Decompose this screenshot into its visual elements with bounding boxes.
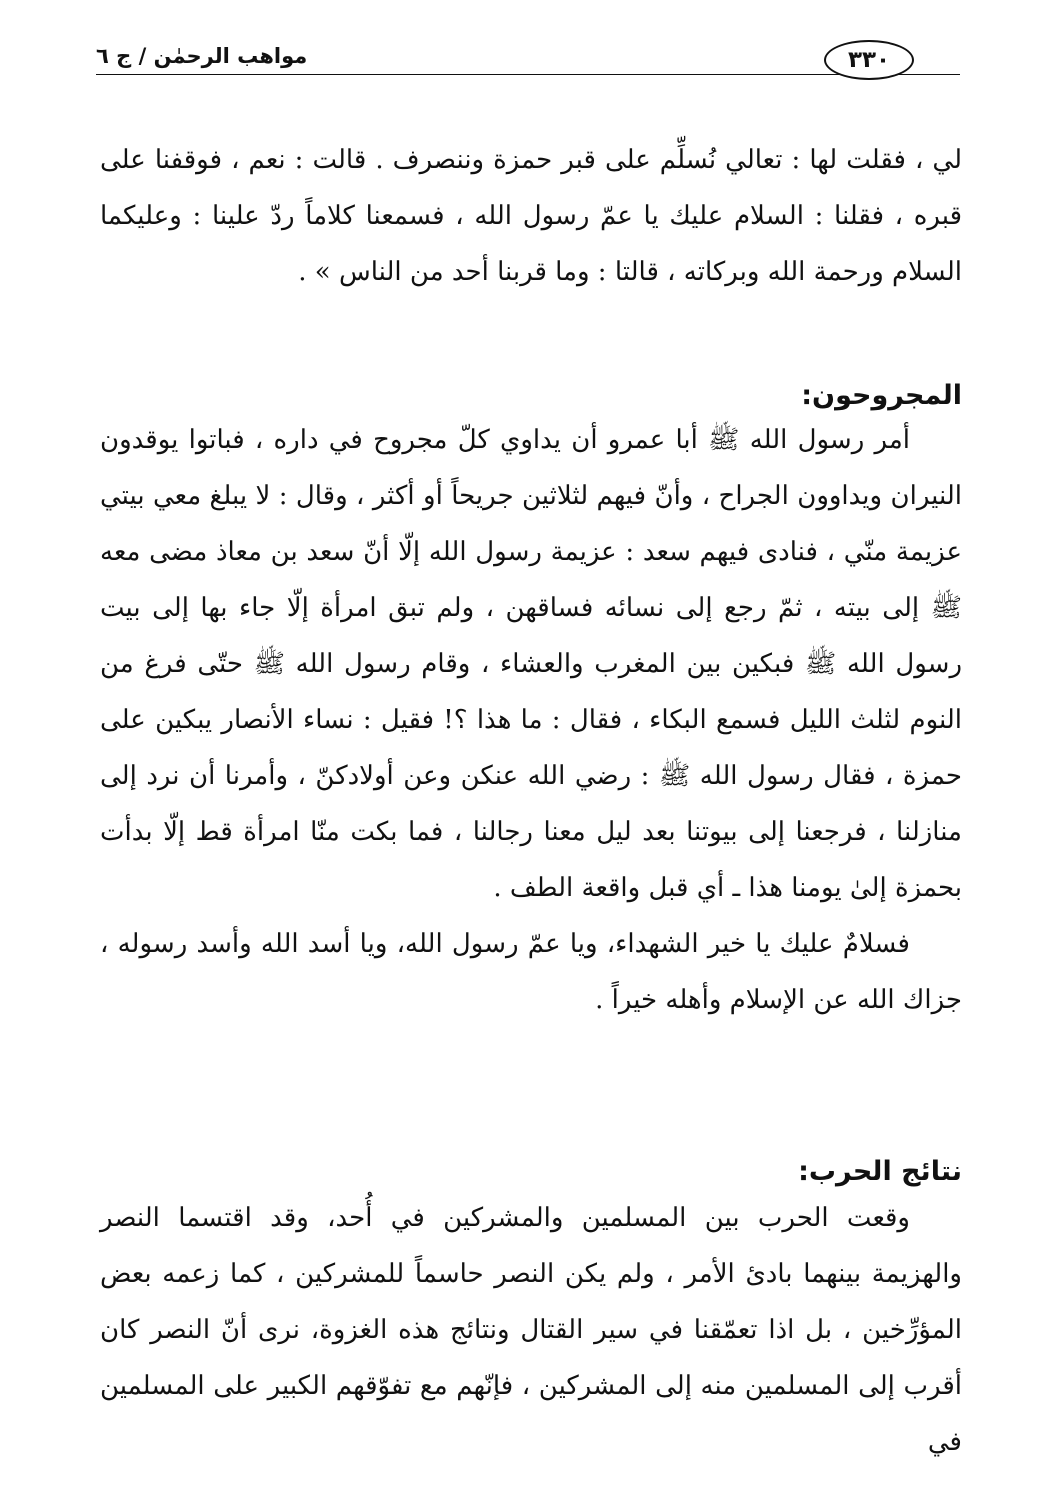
paragraph-text: وقعت الحرب بين المسلمين والمشركين في أُحد، وقد اقتسما النصر والهزيمة بينهما بادئ الأمر ، ولم يكن النصر حاسماً للمشركين ، كما زعمه بعض المؤرِّخين ، بل اذا تعمّقنا في سير القتال ونتائج هذه الغزوة، نرى أنّ النصر كان أقرب إلى المسلمين منه إلى المشركين ، فإنّهم مع تفوّقهم الكبير على المسلمين في	[100, 1203, 962, 1457]
page-number: ٣٣٠	[824, 40, 914, 80]
running-title: مواهب الرحمٰن / ج ٦	[96, 44, 308, 68]
paragraph-text: فسلامٌ عليك يا خير الشهداء، ويا عمّ رسول الله، ويا أسد الله وأسد رسوله ، جزاك الله عن الإسلام وأهله خيراً .	[100, 929, 962, 1015]
continued-paragraph	[100, 132, 962, 300]
section-war-results-body	[100, 1190, 962, 1470]
section-heading-wounded: المجروحون:	[801, 380, 962, 411]
section-heading-war-results: نتائج الحرب:	[798, 1156, 962, 1187]
section-wounded-body	[100, 412, 962, 1028]
paragraph-text: لي ، فقلت لها : تعالي نُسلِّم على قبر حمزة وننصرف . قالت : نعم ، فوقفنا على قبره ، فقلنا : السلام عليك يا عمّ رسول الله ، فسمعنا كلاماً ردّ علينا : وعليكما السلام ورحمة الله وبركاته ، قالتا : وما قربنا أحد من الناس » .	[100, 145, 962, 287]
page-header	[96, 40, 960, 90]
header-rule	[96, 74, 960, 75]
paragraph-text: أمر رسول الله ﷺ أبا عمرو أن يداوي كلّ مجروح في داره ، فباتوا يوقدون النيران ويداوون الجراح ، وأنّ فيهم لثلاثين جريحاً أو أكثر ، وقال : لا يبلغ معي بيتي عزيمة منّي ، فنادى فيهم سعد : عزيمة رسول الله إلّا أنّ سعد بن معاذ مضى معه ﷺ إلى بيته ، ثمّ رجع إلى نسائه فساقهن ، ولم تبق امرأة إلّا جاء بها إلى بيت رسول الله ﷺ فبكين بين المغرب والعشاء ، وقام رسول الله ﷺ حتّى فرغ من النوم لثلث الليل فسمع البكاء ، فقال : ما هذا ؟! فقيل : نساء الأنصار يبكين على حمزة ، فقال رسول الله ﷺ : رضي الله عنكن وعن أولادكنّ ، وأمرنا أن نرد إلى منازلنا ، فرجعنا إلى بيوتنا بعد ليل معنا رجالنا ، فما بكت منّا امرأة قط إلّا بدأت بحمزة إلىٰ يومنا هذا ـ أي قبل واقعة الطف .	[100, 425, 962, 903]
